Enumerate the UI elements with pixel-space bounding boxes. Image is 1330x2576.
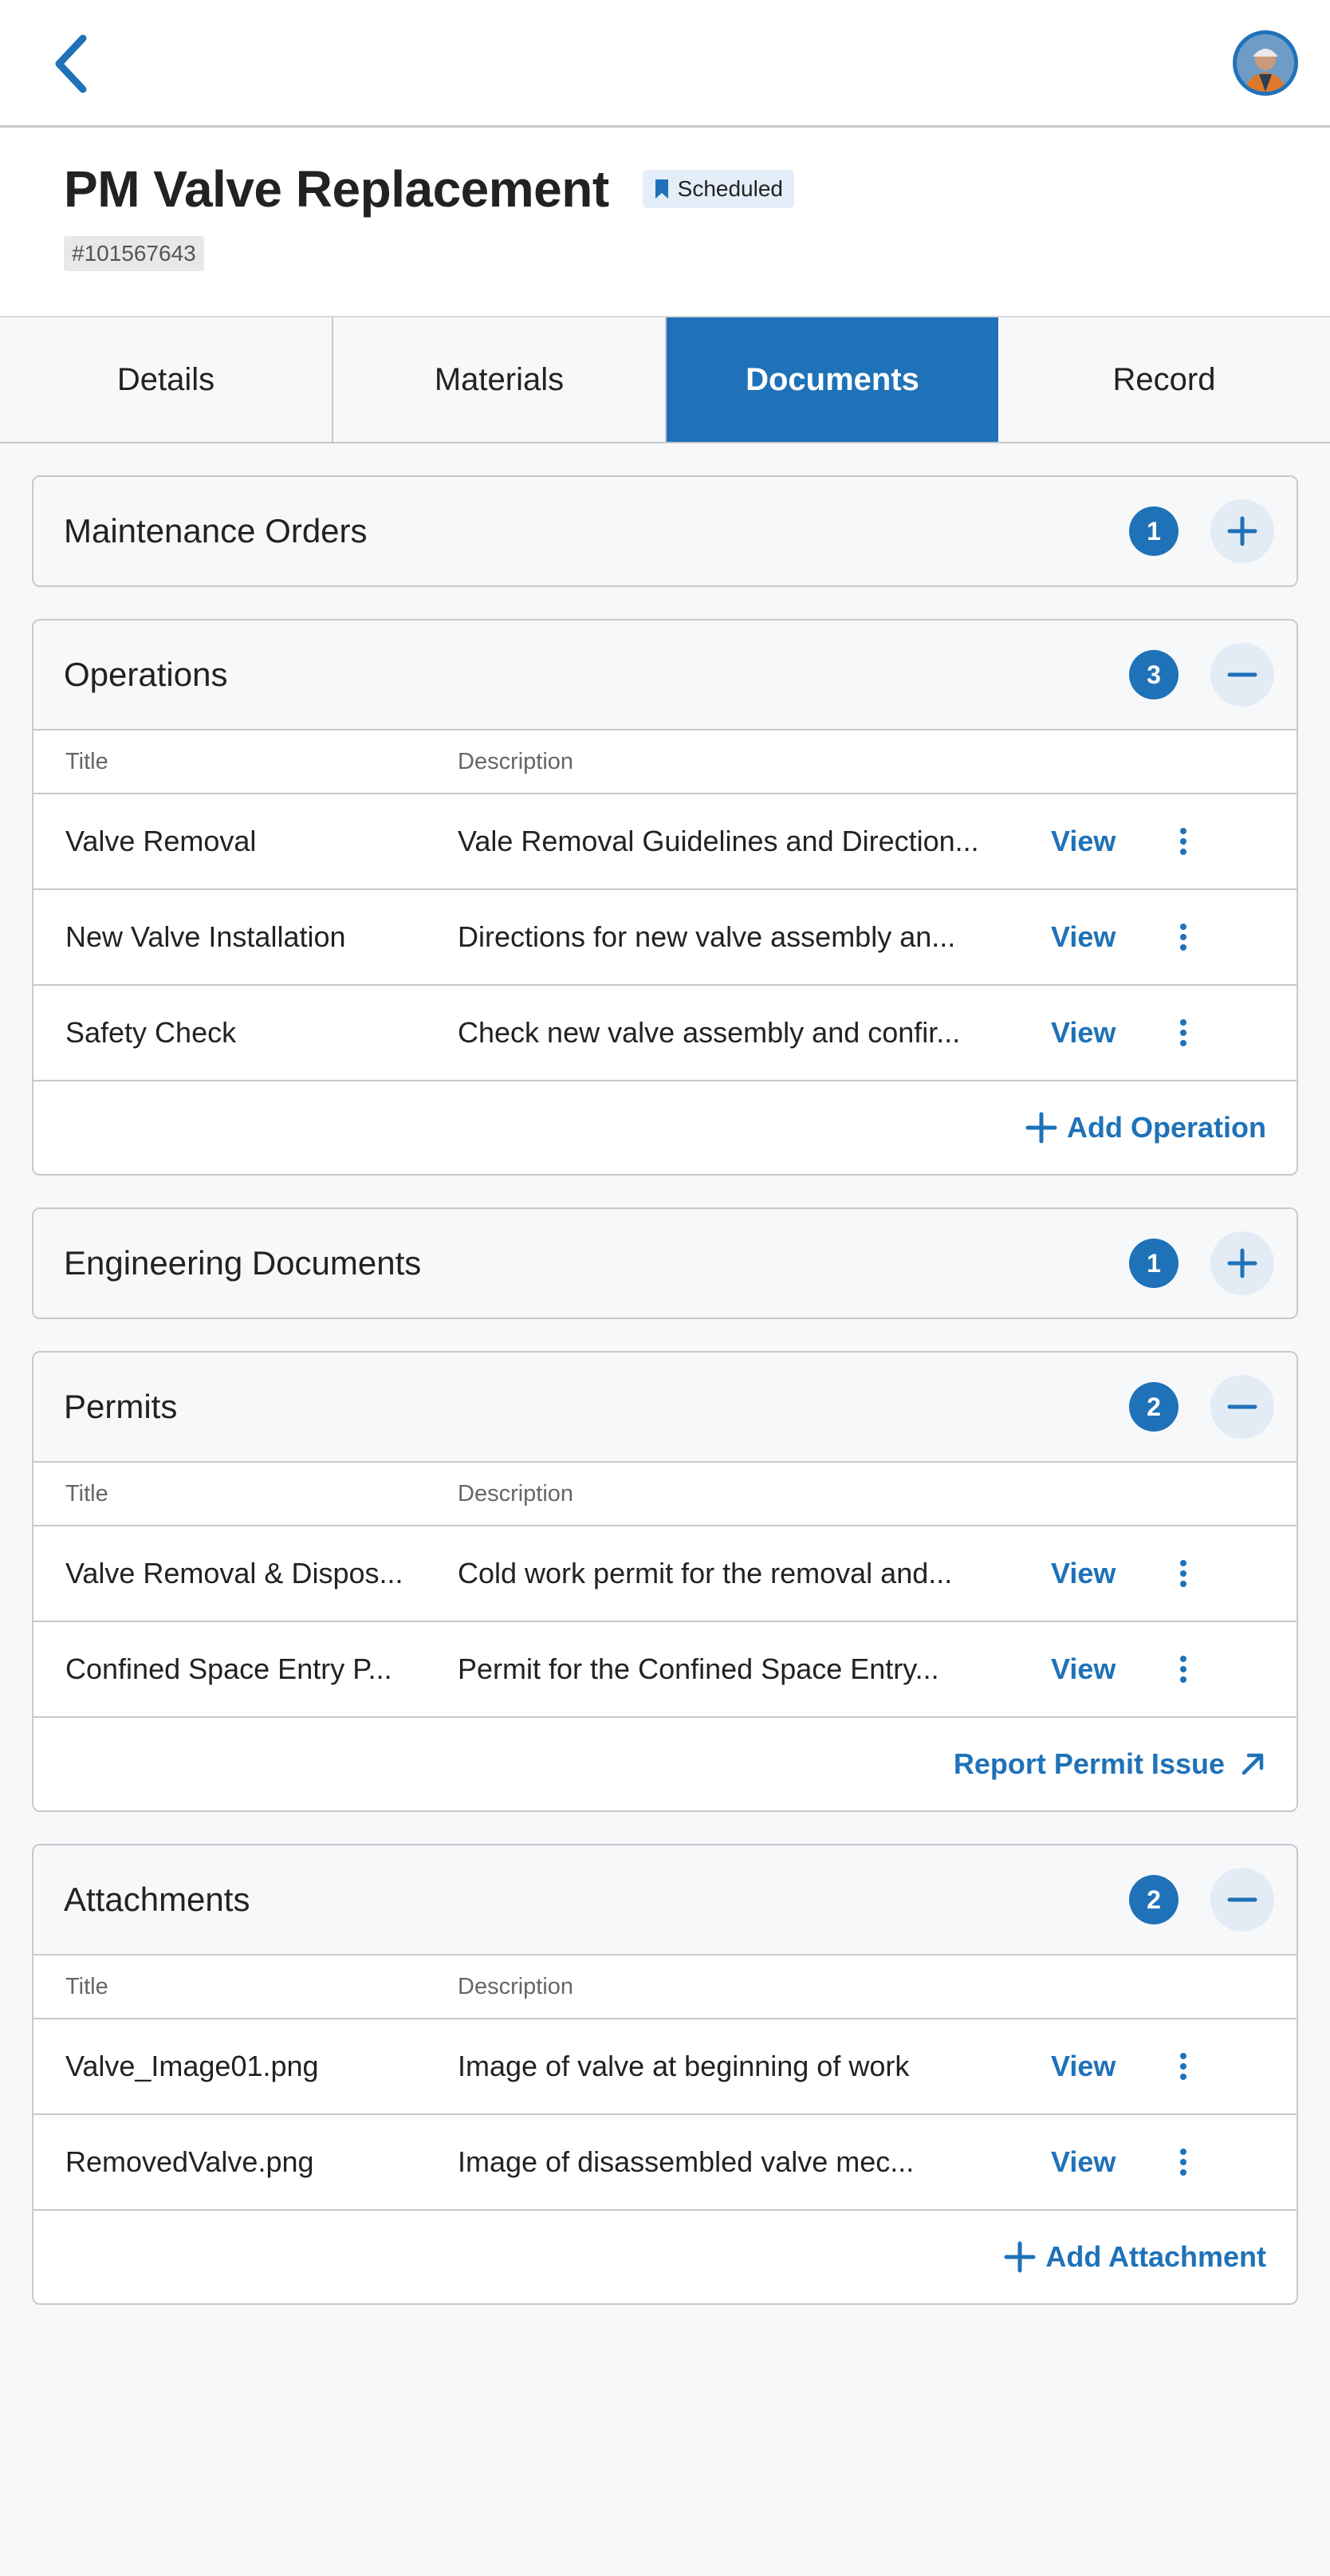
top-app-bar <box>0 0 1330 128</box>
row-title: Valve Removal <box>65 825 257 857</box>
report-permit-issue-link[interactable] <box>954 1747 1266 1781</box>
plus-icon <box>1226 515 1258 547</box>
work-order-number: #101567643 <box>64 236 204 271</box>
add-attachment-button[interactable] <box>1004 2240 1266 2274</box>
back-button[interactable] <box>46 32 94 96</box>
row-description: Image of disassembled valve mec... <box>458 2145 915 2178</box>
table-row <box>33 1525 1297 1621</box>
avatar[interactable] <box>1233 30 1298 96</box>
expand-button[interactable] <box>1210 1231 1274 1295</box>
engineering-documents-panel <box>32 1207 1298 1319</box>
maintenance-orders-panel <box>32 475 1298 587</box>
column-header-description: Description <box>458 1973 574 1999</box>
collapse-button[interactable] <box>1210 1375 1274 1439</box>
view-link[interactable]: View <box>1051 1016 1116 1049</box>
count-badge: 1 <box>1129 506 1179 556</box>
kebab-menu-icon <box>1179 2052 1187 2081</box>
engineering-documents-header[interactable] <box>33 1209 1297 1318</box>
panel-title: Maintenance Orders <box>64 512 368 549</box>
kebab-menu-icon <box>1179 1655 1187 1684</box>
arrow-up-right-icon <box>1239 1751 1266 1778</box>
attachments-panel <box>32 1844 1298 2305</box>
user-photo-icon <box>1237 34 1294 92</box>
tab-documents[interactable]: Documents <box>667 317 998 442</box>
view-link[interactable]: View <box>1051 1557 1116 1589</box>
kebab-menu-icon <box>1179 923 1187 951</box>
status-badge <box>643 170 794 208</box>
plus-icon <box>1004 2241 1036 2273</box>
expand-button[interactable] <box>1210 499 1274 563</box>
table-row <box>33 984 1297 1080</box>
tab-details[interactable]: Details <box>0 317 333 442</box>
more-options-button[interactable] <box>1135 2115 1231 2209</box>
panel-title: Operations <box>64 656 228 693</box>
kebab-menu-icon <box>1179 1018 1187 1047</box>
more-options-button[interactable] <box>1135 890 1231 984</box>
collapse-button[interactable] <box>1210 1868 1274 1932</box>
report-permit-issue-label: Report Permit Issue <box>953 1747 1225 1780</box>
maintenance-orders-header[interactable] <box>33 477 1297 585</box>
more-options-button[interactable] <box>1135 794 1231 888</box>
row-description: Image of valve at beginning of work <box>458 2050 910 2082</box>
row-title: New Valve Installation <box>65 920 346 953</box>
count-badge: 2 <box>1129 1875 1179 1924</box>
table-header <box>33 729 1297 793</box>
permits-panel <box>32 1351 1298 1812</box>
view-link[interactable]: View <box>1051 1652 1116 1685</box>
tab-bar <box>0 316 1330 443</box>
panel-footer <box>33 1080 1297 1174</box>
operations-panel <box>32 619 1298 1176</box>
row-description: Permit for the Confined Space Entry... <box>458 1652 939 1685</box>
more-options-button[interactable] <box>1135 1526 1231 1621</box>
permits-header[interactable] <box>33 1353 1297 1461</box>
chevron-left-icon <box>51 33 89 94</box>
kebab-menu-icon <box>1179 2148 1187 2176</box>
collapse-button[interactable] <box>1210 643 1274 707</box>
more-options-button[interactable] <box>1135 1622 1231 1716</box>
attachments-header[interactable] <box>33 1845 1297 1954</box>
panel-title: Attachments <box>64 1881 250 1918</box>
row-description: Vale Removal Guidelines and Direction... <box>458 825 979 857</box>
table-row <box>33 888 1297 984</box>
plus-icon <box>1025 1112 1057 1144</box>
count-badge: 3 <box>1129 650 1179 699</box>
panel-footer <box>33 2209 1297 2303</box>
row-title: Valve Removal & Dispos... <box>65 1557 403 1589</box>
panel-title: Engineering Documents <box>64 1244 422 1282</box>
tab-materials[interactable]: Materials <box>333 317 667 442</box>
column-header-title: Title <box>65 1973 108 1999</box>
row-title: Valve_Image01.png <box>65 2050 319 2082</box>
minus-icon <box>1226 1391 1258 1423</box>
page-header <box>0 128 1330 316</box>
row-description: Directions for new valve assembly an... <box>458 920 956 953</box>
more-options-button[interactable] <box>1135 986 1231 1080</box>
minus-icon <box>1226 659 1258 691</box>
documents-content <box>0 443 1330 2305</box>
kebab-menu-icon <box>1179 827 1187 856</box>
view-link[interactable]: View <box>1051 825 1116 857</box>
view-link[interactable]: View <box>1051 2145 1116 2178</box>
view-link[interactable]: View <box>1051 920 1116 953</box>
view-link[interactable]: View <box>1051 2050 1116 2082</box>
column-header-description: Description <box>458 748 574 774</box>
panel-footer <box>33 1716 1297 1810</box>
kebab-menu-icon <box>1179 1559 1187 1588</box>
row-title: RemovedValve.png <box>65 2145 314 2178</box>
column-header-title: Title <box>65 1480 108 1507</box>
tab-record[interactable]: Record <box>1112 361 1216 397</box>
add-operation-label: Add Operation <box>1067 1111 1266 1144</box>
table-row <box>33 2018 1297 2113</box>
plus-icon <box>1226 1247 1258 1279</box>
table-header <box>33 1954 1297 2018</box>
table-row <box>33 793 1297 888</box>
table-header <box>33 1461 1297 1525</box>
panel-title: Permits <box>64 1388 178 1425</box>
table-row <box>33 1621 1297 1716</box>
row-title: Safety Check <box>65 1016 237 1049</box>
column-header-title: Title <box>65 748 108 774</box>
more-options-button[interactable] <box>1135 2019 1231 2113</box>
add-attachment-label: Add Attachment <box>1045 2240 1266 2273</box>
bookmark-icon <box>654 179 670 199</box>
table-row <box>33 2113 1297 2209</box>
add-operation-button[interactable] <box>1025 1111 1266 1144</box>
count-badge: 1 <box>1129 1239 1179 1288</box>
column-header-description: Description <box>458 1480 574 1507</box>
row-title: Confined Space Entry P... <box>65 1652 392 1685</box>
minus-icon <box>1226 1884 1258 1916</box>
operations-header[interactable] <box>33 620 1297 729</box>
row-description: Cold work permit for the removal and... <box>458 1557 953 1589</box>
row-description: Check new valve assembly and confir... <box>458 1016 961 1049</box>
count-badge: 2 <box>1129 1382 1179 1432</box>
page-title: PM Valve Replacement <box>64 160 609 218</box>
status-label: Scheduled <box>677 176 783 201</box>
